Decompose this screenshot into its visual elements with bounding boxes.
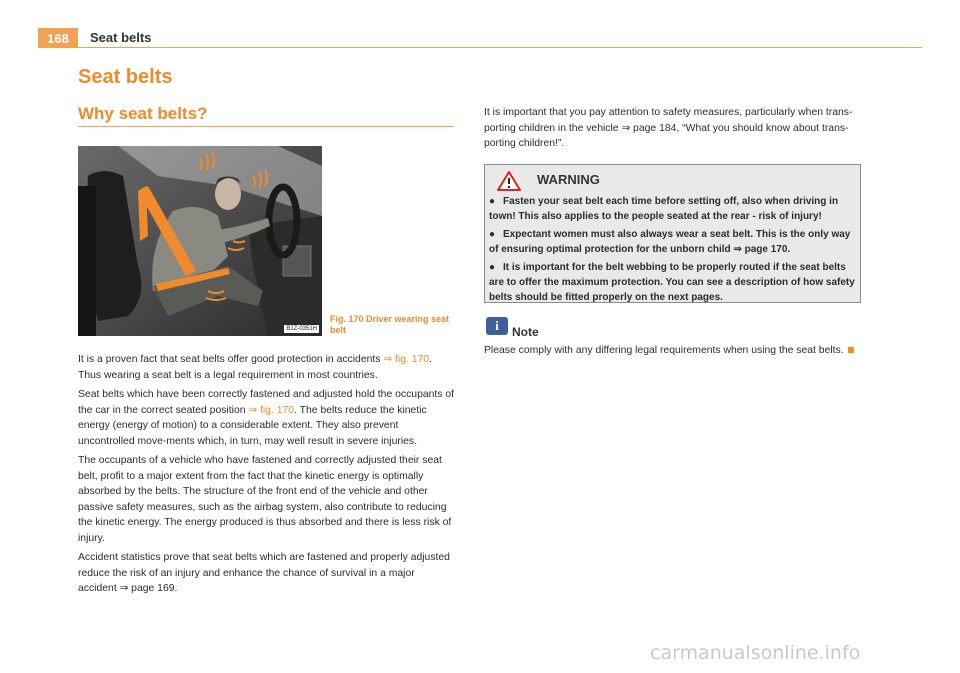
note-text: Please comply with any differing legal requirements when using the seat belts. — [484, 344, 874, 358]
subsection-divider — [78, 126, 454, 127]
driver-with-seatbelt-illustration — [78, 146, 322, 336]
paragraph-text: It is a proven fact that seat belts offer good protection in accidents — [78, 354, 384, 365]
warning-item: ● Expectant women must also always wear a seat belt. This is the only way of ensuring optimal protection for the unborn child ⇒ page 170. — [489, 229, 851, 255]
warning-list — [489, 194, 857, 308]
figure-link[interactable]: ⇒ fig. 170 — [248, 404, 295, 416]
info-icon: i — [486, 317, 508, 335]
figure-caption: Fig. 170 Driver wearing seat belt — [330, 314, 450, 335]
warning-triangle-icon — [497, 171, 521, 191]
warning-title: WARNING — [537, 172, 600, 187]
page-number: 168 — [38, 28, 78, 48]
paragraph-text: . The belts reduce the kinetic energy (energy of motion) to a considerable extent. They also prevent uncontrolled move-ments which, in turn, may well result in severe injuries. — [78, 404, 427, 447]
figure-link[interactable]: ⇒ fig. 170 — [383, 354, 430, 365]
paragraph — [78, 387, 456, 449]
right-column-intro — [484, 105, 862, 152]
warning-item: ● It is important for the belt webbing to be properly routed if the seat belts are to offer the maximum protection. You can see a description of how safety belts should be fitted properly on the next pages. — [489, 262, 855, 303]
left-column-text — [78, 352, 456, 601]
running-header: Seat belts — [90, 30, 152, 45]
bullet-icon: ● — [489, 229, 496, 240]
bullet-icon: ● — [489, 196, 496, 207]
header-divider — [78, 47, 922, 48]
section-title: Seat belts — [78, 66, 173, 88]
paragraph: It is important that you pay attention to safety measures, particularly when trans-porting children in the vehicle ⇒ page 184, “What you should know about trans-porting children!”. — [484, 107, 853, 149]
figure-driver-seatbelt — [78, 146, 322, 336]
paragraph: The occupants of a vehicle who have fastened and correctly adjusted their seat belt, profit to a major extent from the fact that the kinetic energy is optimally absorbed by the belts. The structure of the front end of the vehicle and other passive safety measures, such as the airbag system, also contribute to reducing the kinetic energy. The energy produced is thus absorbed and there is less risk of injury. — [78, 455, 452, 544]
end-of-section-icon — [848, 347, 854, 353]
figure-code: B1Z-0351H — [286, 326, 317, 332]
watermark: carmanualsonline.info — [650, 642, 861, 664]
warning-box — [484, 164, 861, 303]
paragraph-text: Seat belts which have been correctly fastened and adjusted hold the occupants of the car in the correct seated position — [78, 389, 455, 416]
bullet-icon: ● — [489, 262, 496, 273]
paragraph — [78, 352, 456, 383]
subsection-title: Why seat belts? — [78, 104, 208, 123]
warning-item: ● Fasten your seat belt each time before setting off, also when driving in town! This also applies to the people seated at the rear - risk of injury! — [489, 196, 839, 222]
note-title: Note — [512, 325, 539, 339]
paragraph-text: . Thus wearing a seat belt is a legal requirement in most countries. — [78, 354, 432, 381]
warning-header — [485, 165, 860, 193]
paragraph: Accident statistics prove that seat belts which are fastened and properly adjusted reduce the risk of an injury and enhance the chance of survival in a major accident ⇒ page 169. — [78, 552, 450, 594]
